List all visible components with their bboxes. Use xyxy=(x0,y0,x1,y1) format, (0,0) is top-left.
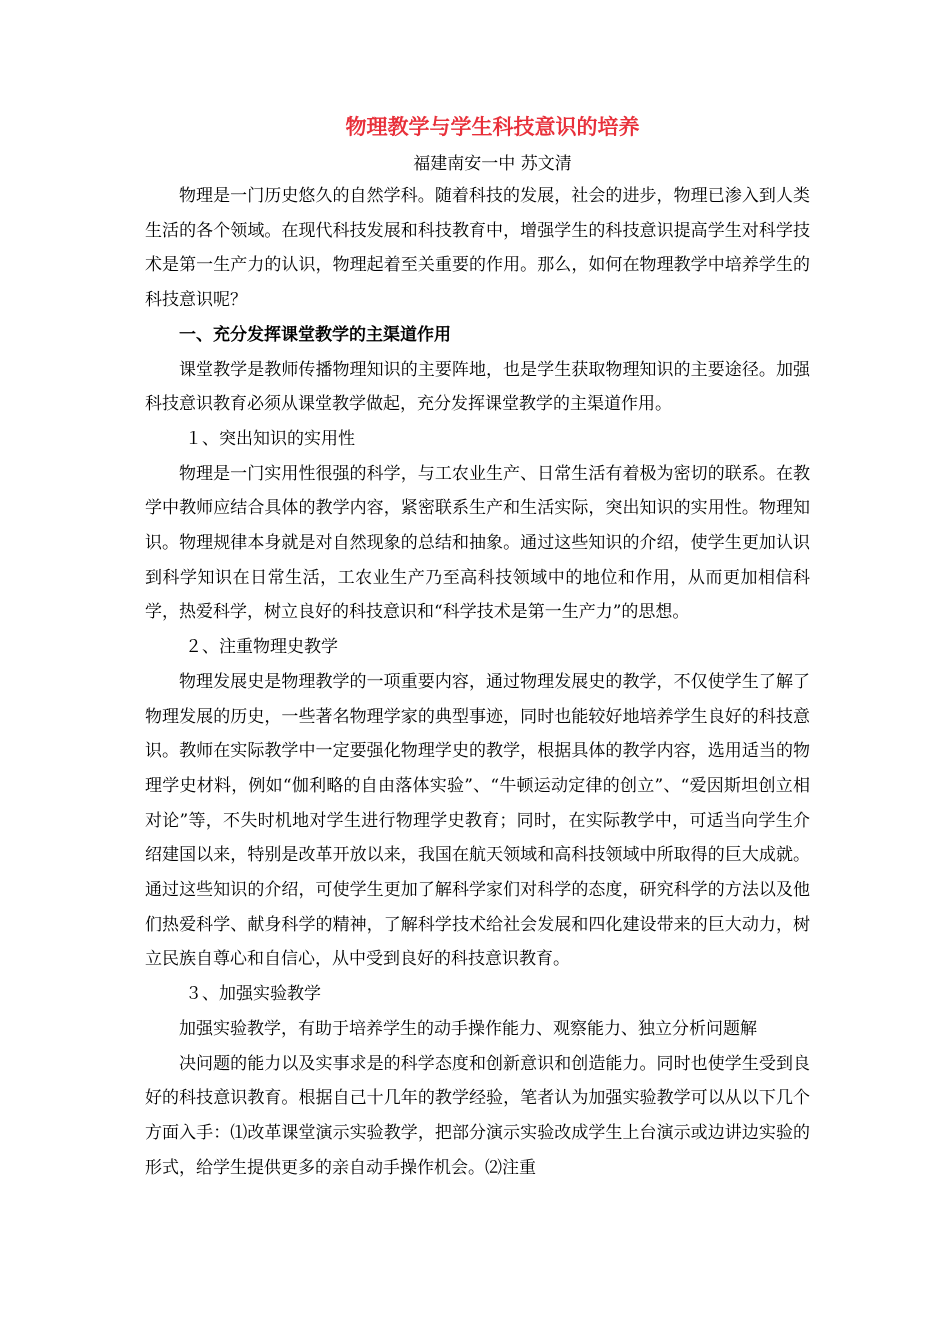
subheading-2: ２、注重物理史教学 xyxy=(185,637,338,658)
document-title: 物理教学与学生科技意识的培养 xyxy=(345,114,640,139)
paragraph-section-1: 课堂教学是教师传播物理知识的主要阵地，也是学生获取物理知识的主要途径。加强科技意识教育必须从课堂教学做起，充分发挥课堂教学的主渠道作用。 xyxy=(145,359,810,415)
paragraph-subsection-2: 物理发展史是物理教学的一项重要内容，通过物理发展史的教学，不仅使学生了解了物理发展的历史，一些著名物理学家的典型事迹，同时也能较好地培养学生良好的科技意识。教师在实际教学中一定要强化物理学史的教学，根据具体的教学内容，选用适当的物理学史材料，例如“伽利略的自由落体实验”、“牛顿运动定律的创立”、“爱因斯坦创立相对论”等，不失时机地对学生进行物理学史教育；同时，在实际教学中，可适当向学生介绍建国以来，特别是改革开放以来，我国在航天领域和高科技领域中所取得的巨大成就。通过这些知识的介绍，可使学生更加了解科学家们对科学的态度，研究科学的方法以及他们热爱科学、献身科学的精神，了解科学技术给社会发展和四化建设带来的巨大动力，树立民族自尊心和自信心，从中受到良好的科技意识教育。 xyxy=(145,671,810,970)
section-heading-1: 一、充分发挥课堂教学的主渠道作用 xyxy=(179,324,451,345)
subheading-1: １、突出知识的实用性 xyxy=(185,428,355,449)
subheading-3: ３、加强实验教学 xyxy=(185,984,321,1005)
paragraph-subsection-3b: 决问题的能力以及实事求是的科学态度和创新意识和创造能力。同时也使学生受到良好的科技意识教育。根据自己十几年的教学经验，笔者认为加强实验教学可以从以下几个方面入手：⑴改革课堂演示实验教学，把部分演示实验改成学生上台演示或边讲边实验的形式，给学生提供更多的亲自动手操作机会。⑵注重 xyxy=(145,1053,810,1178)
document-author: 福建南安一中 苏文清 xyxy=(413,154,572,174)
paragraph-subsection-1: 物理是一门实用性很强的科学，与工农业生产、日常生活有着极为密切的联系。在教学中教师应结合具体的教学内容，紧密联系生产和生活实际，突出知识的实用性。物理知识。物理规律本身就是对自然现象的总结和抽象。通过这些知识的介绍，使学生更加认识到科学知识在日常生活，工农业生产乃至高科技领域中的地位和作用，从而更加相信科学，热爱科学，树立良好的科技意识和“科学技术是第一生产力”的思想。 xyxy=(145,463,810,623)
paragraph-intro: 物理是一门历史悠久的自然学科。随着科技的发展，社会的进步，物理已渗入到人类生活的各个领域。在现代科技发展和科技教育中，增强学生的科技意识提高学生对科学技术是第一生产力的认识，物理起着至关重要的作用。那么，如何在物理教学中培养学生的科技意识呢？ xyxy=(145,186,810,311)
paragraph-subsection-3a: 加强实验教学，有助于培养学生的动手操作能力、观察能力、独立分析问题解 xyxy=(179,1018,757,1039)
document-page xyxy=(145,112,810,1185)
